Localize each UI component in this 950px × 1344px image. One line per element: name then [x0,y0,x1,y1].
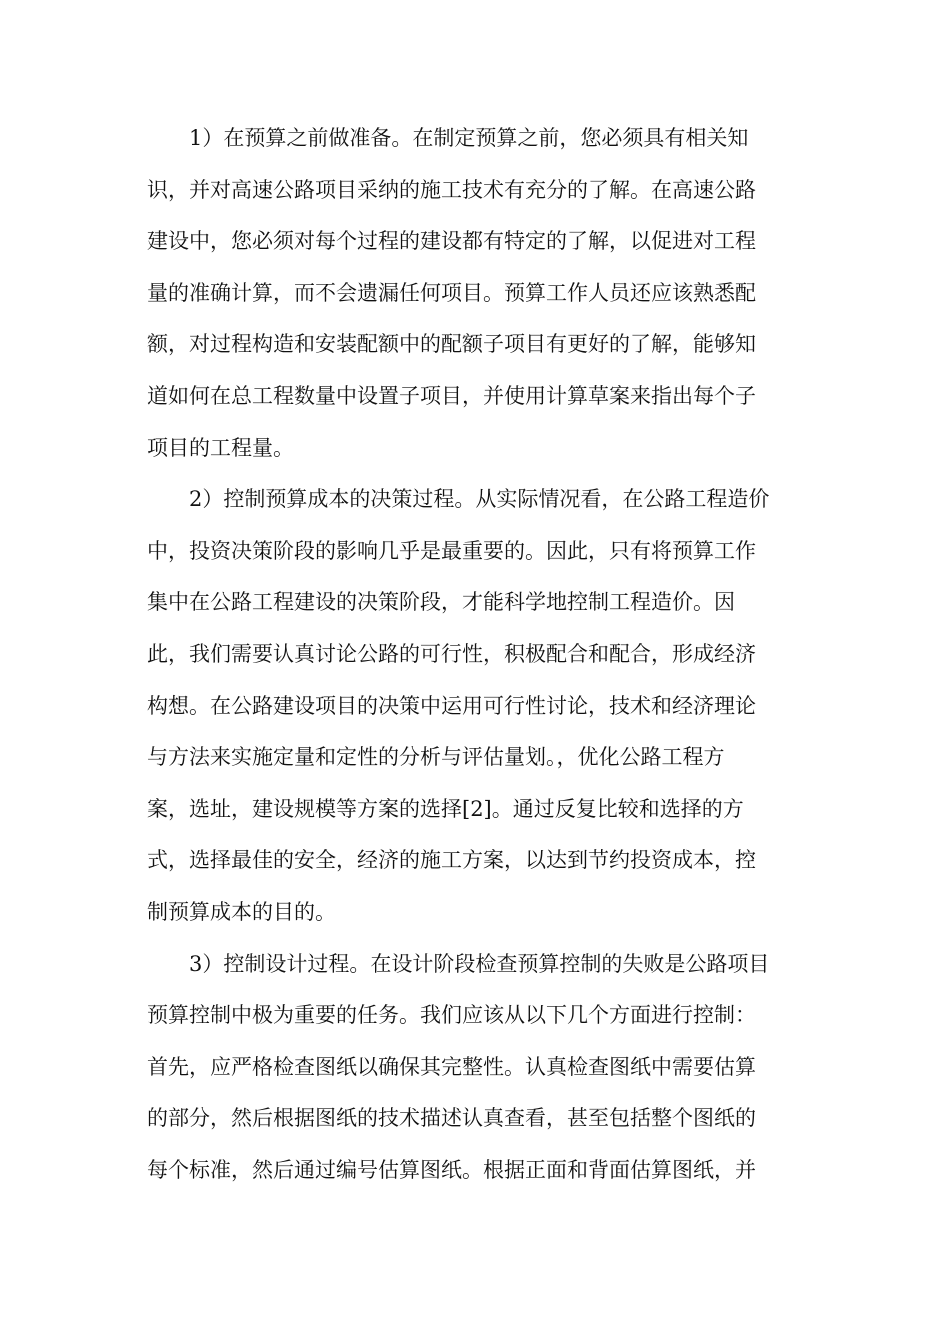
text-line: 量的准确计算，而不会遗漏任何项目。预算工作人员还应该熟悉配 [147,280,756,305]
text-line: 识，并对高速公路项目采纳的施工技术有充分的了解。在高速公路 [147,177,756,202]
text-line: 制预算成本的目的。 [147,899,336,924]
text-line: 每个标准，然后通过编号估算图纸。根据正面和背面估算图纸，并 [147,1157,756,1182]
text-line: 首先，应严格检查图纸以确保其完整性。认真检查图纸中需要估算 [147,1054,756,1079]
text-line: 预算控制中极为重要的任务。我们应该从以下几个方面进行控制： [147,1003,756,1028]
text-line: 项目的工程量。 [147,435,294,460]
text-line: 额，对过程构造和安装配额中的配额子项目有更好的了解，能够知 [147,332,756,357]
paragraph-2 [147,478,817,942]
paragraph-3 [147,943,817,1201]
document-body [147,117,817,1200]
text-line: 2）控制预算成本的决策过程。从实际情况看，在公路工程造价 [189,487,770,512]
text-line: 构想。在公路建设项目的决策中运用可行性讨论，技术和经济理论 [147,693,756,718]
text-line: 案，选址，建设规模等方案的选择[2]。通过反复比较和选择的方 [147,796,744,821]
text-line: 集中在公路工程建设的决策阶段，才能科学地控制工程造价。因 [147,590,735,615]
text-line: 的部分，然后根据图纸的技术描述认真查看，甚至包括整个图纸的 [147,1106,756,1131]
paragraph-1 [147,117,817,478]
text-line: 中，投资决策阶段的影响几乎是最重要的。因此，只有将预算工作 [147,538,756,563]
text-line: 式，选择最佳的安全，经济的施工方案，以达到节约投资成本，控 [147,848,756,873]
text-line: 此，我们需要认真讨论公路的可行性，积极配合和配合，形成经济 [147,641,756,666]
text-line: 1）在预算之前做准备。在制定预算之前，您必须具有相关知 [189,126,749,150]
text-line: 道如何在总工程数量中设置子项目，并使用计算草案来指出每个子 [147,383,756,408]
text-line: 与方法来实施定量和定性的分析与评估量划。，优化公路工程方 [147,745,725,770]
text-line: 3）控制设计过程。在设计阶段检查预算控制的失败是公路项目 [189,951,770,976]
text-line: 建设中，您必须对每个过程的建设都有特定的了解，以促进对工程 [147,229,756,254]
